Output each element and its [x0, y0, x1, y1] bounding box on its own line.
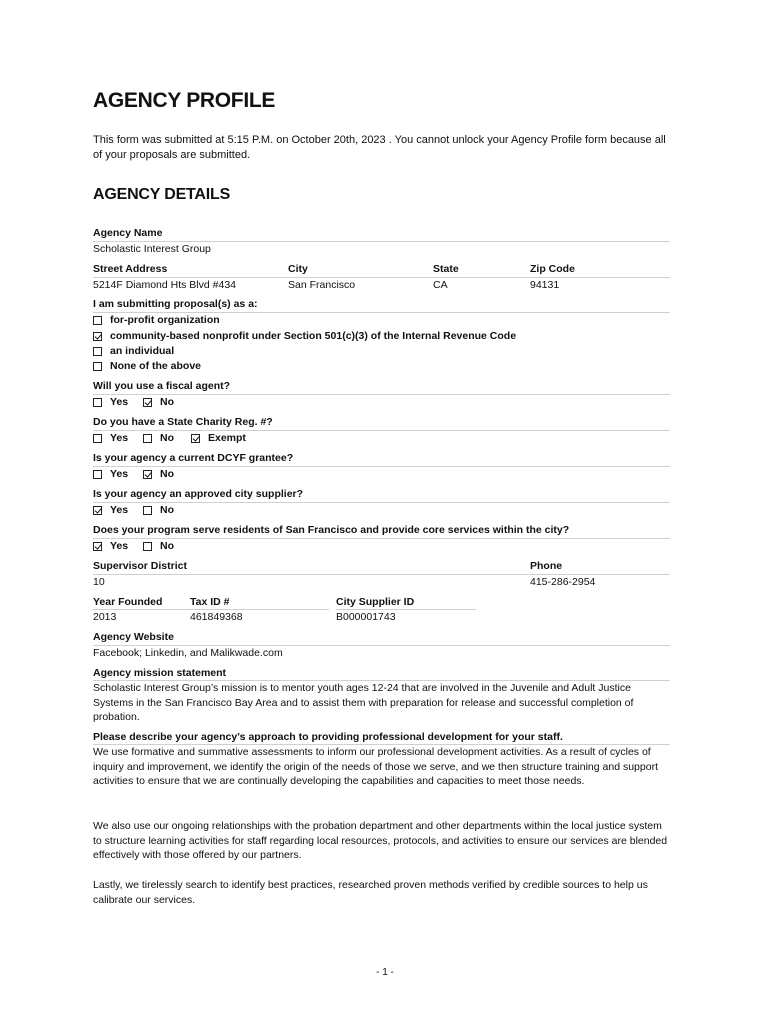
checkbox-icon [143, 434, 152, 443]
checkbox-icon [93, 362, 102, 371]
option-label: an individual [110, 345, 175, 357]
prof-dev-label: Please describe your agency’s approach to providing professional development for your staff. [93, 731, 563, 743]
checkbox-icon [93, 316, 102, 325]
checkbox-icon [93, 347, 102, 356]
fiscal-agent-no[interactable] [143, 395, 174, 409]
serve-sf-yes[interactable] [93, 539, 128, 553]
fiscal-agent-label: Will you use a fiscal agent? [93, 380, 231, 392]
divider [93, 394, 670, 395]
option-label: for-profit organization [110, 314, 220, 326]
option-label: None of the above [110, 360, 202, 372]
city-supplier-no[interactable] [143, 503, 174, 517]
city-value: San Francisco [288, 279, 356, 291]
year-founded-label: Year Founded [93, 596, 163, 608]
phone-value: 415-286-2954 [530, 576, 596, 588]
zip-code-value: 94131 [530, 279, 560, 291]
divider [93, 538, 670, 539]
dcyf-yes[interactable] [93, 467, 128, 481]
city-supplier-id-value: B000001743 [336, 611, 396, 623]
option-label: No [160, 504, 174, 516]
city-supplier-id-label: City Supplier ID [336, 596, 415, 608]
option-for-profit[interactable] [93, 313, 220, 327]
city-label: City [288, 263, 308, 275]
charity-reg-yes[interactable] [93, 431, 128, 445]
page-number: - 1 - [376, 967, 394, 978]
prof-dev-paragraph: Lastly, we tirelessly search to identify best practices, researched proven methods verified by credible sources to help us calibrate our services. [93, 879, 648, 906]
fiscal-agent-yes[interactable] [93, 395, 128, 409]
dcyf-no[interactable] [143, 467, 174, 481]
supervisor-district-value: 10 [93, 576, 105, 588]
checkbox-checked-icon [93, 506, 102, 515]
state-label: State [433, 263, 459, 275]
page-title: AGENCY PROFILE [93, 89, 276, 112]
option-label: No [160, 540, 174, 552]
option-none-of-above[interactable] [93, 359, 201, 373]
checkbox-icon [93, 470, 102, 479]
agency-name-value: Scholastic Interest Group [93, 243, 211, 255]
agency-name-label: Agency Name [93, 227, 163, 239]
checkbox-icon [143, 542, 152, 551]
option-label: Yes [110, 432, 129, 444]
charity-reg-exempt[interactable] [191, 431, 246, 445]
agency-website-value: Facebook; Linkedin, and Malikwade.com [93, 647, 283, 659]
agency-website-label: Agency Website [93, 631, 174, 643]
zip-code-label: Zip Code [530, 263, 575, 275]
divider [93, 502, 670, 503]
option-label: community-based nonprofit under Section 501(c)(3) of the Internal Revenue Code [110, 330, 517, 342]
checkbox-icon [93, 398, 102, 407]
checkbox-checked-icon [93, 332, 102, 341]
proposal-type-label: I am submitting proposal(s) as a: [93, 298, 258, 310]
submission-notice: This form was submitted at 5:15 P.M. on October 20th, 2023 . You cannot unlock your Agency Profile form because all of your proposals are submitted. [93, 134, 666, 161]
year-founded-value: 2013 [93, 611, 117, 623]
tax-id-label: Tax ID # [190, 596, 230, 608]
option-label: Yes [110, 396, 129, 408]
checkbox-icon [143, 506, 152, 515]
divider [93, 430, 670, 431]
option-label: No [160, 396, 174, 408]
checkbox-checked-icon [191, 434, 200, 443]
city-supplier-label: Is your agency an approved city supplier? [93, 488, 304, 500]
option-label: Exempt [208, 432, 246, 444]
mission-statement-value: Scholastic Interest Group’s mission is to mentor youth ages 12-24 that are involved in the Juvenile and Adult Justice Systems in the San Francisco Bay Area and to assist them with preparation for release and successful completion of probation. [93, 682, 634, 724]
dcyf-grantee-label: Is your agency a current DCYF grantee? [93, 452, 294, 464]
option-label: No [160, 432, 174, 444]
charity-reg-no[interactable] [143, 431, 174, 445]
mission-statement-label: Agency mission statement [93, 667, 227, 679]
option-label: No [160, 468, 174, 480]
street-address-label: Street Address [93, 263, 168, 275]
street-address-value: 5214F Diamond Hts Blvd #434 [93, 279, 236, 291]
phone-label: Phone [530, 560, 563, 572]
checkbox-checked-icon [143, 470, 152, 479]
checkbox-icon [93, 434, 102, 443]
serve-sf-label: Does your program serve residents of San Francisco and provide core services within the city? [93, 524, 570, 536]
prof-dev-paragraph: We use formative and summative assessments to inform our professional development activities. As a result of cycles of inquiry and improvement, we identify the origin of the needs of those we serve, and we then structure training and support activities to ensure that we are continually developing the capabilities and capacities to meet those needs. [93, 746, 658, 788]
tax-id-value: 461849368 [190, 611, 243, 623]
option-label: Yes [110, 540, 129, 552]
prof-dev-paragraph: We also use our ongoing relationships with the probation department and other departments within the local justice system to structure learning activities for staff regarding local resources, protocols, and activities to ensure our services are blended effectively with those offered by our partners. [93, 820, 668, 862]
checkbox-checked-icon [143, 398, 152, 407]
section-title: AGENCY DETAILS [93, 186, 231, 203]
charity-reg-label: Do you have a State Charity Reg. #? [93, 416, 273, 428]
divider [93, 466, 670, 467]
city-supplier-yes[interactable] [93, 503, 128, 517]
option-label: Yes [110, 504, 129, 516]
option-nonprofit-501c3[interactable] [93, 329, 516, 343]
serve-sf-no[interactable] [143, 539, 174, 553]
supervisor-district-label: Supervisor District [93, 560, 187, 572]
state-value: CA [433, 279, 448, 291]
option-individual[interactable] [93, 344, 174, 358]
checkbox-checked-icon [93, 542, 102, 551]
option-label: Yes [110, 468, 129, 480]
